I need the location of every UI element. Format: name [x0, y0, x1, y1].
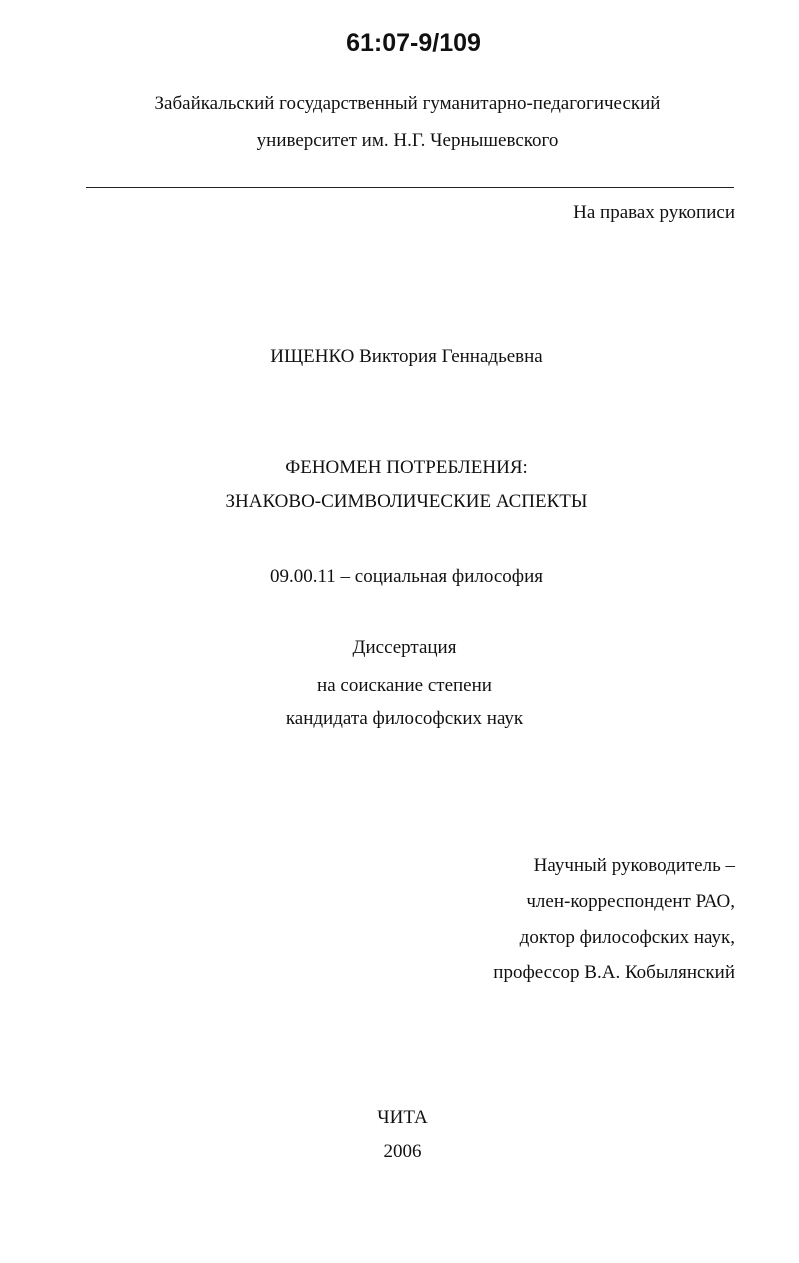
author-name: ИЩЕНКО Виктория Геннадьевна — [270, 346, 543, 367]
supervisor-line-2: член-корреспондент РАО, — [526, 891, 735, 912]
rights-note: На правах рукописи — [573, 202, 735, 223]
title-line-2: ЗНАКОВО-СИМВОЛИЧЕСКИЕ АСПЕКТЫ — [225, 491, 588, 512]
supervisor-line-1: Научный руководитель – — [533, 855, 735, 876]
header-divider — [86, 187, 734, 188]
dissertation-line-1: Диссертация — [352, 637, 457, 658]
dissertation-line-3: кандидата философских наук — [285, 708, 524, 729]
university-line-1: Забайкальский государственный гуманитарно-педагогический — [154, 93, 661, 114]
year: 2006 — [383, 1141, 422, 1162]
supervisor-line-3: доктор философских наук, — [519, 927, 735, 948]
city: ЧИТА — [377, 1107, 428, 1128]
supervisor-line-4: профессор В.А. Кобылянский — [493, 962, 735, 983]
document-code: 61:07-9/109 — [346, 29, 481, 57]
title-line-1: ФЕНОМЕН ПОТРЕБЛЕНИЯ: — [285, 457, 528, 478]
university-line-2: университет им. Н.Г. Чернышевского — [256, 130, 559, 151]
dissertation-line-2: на соискание степени — [317, 675, 492, 696]
specialty: 09.00.11 – социальная философия — [270, 566, 543, 587]
